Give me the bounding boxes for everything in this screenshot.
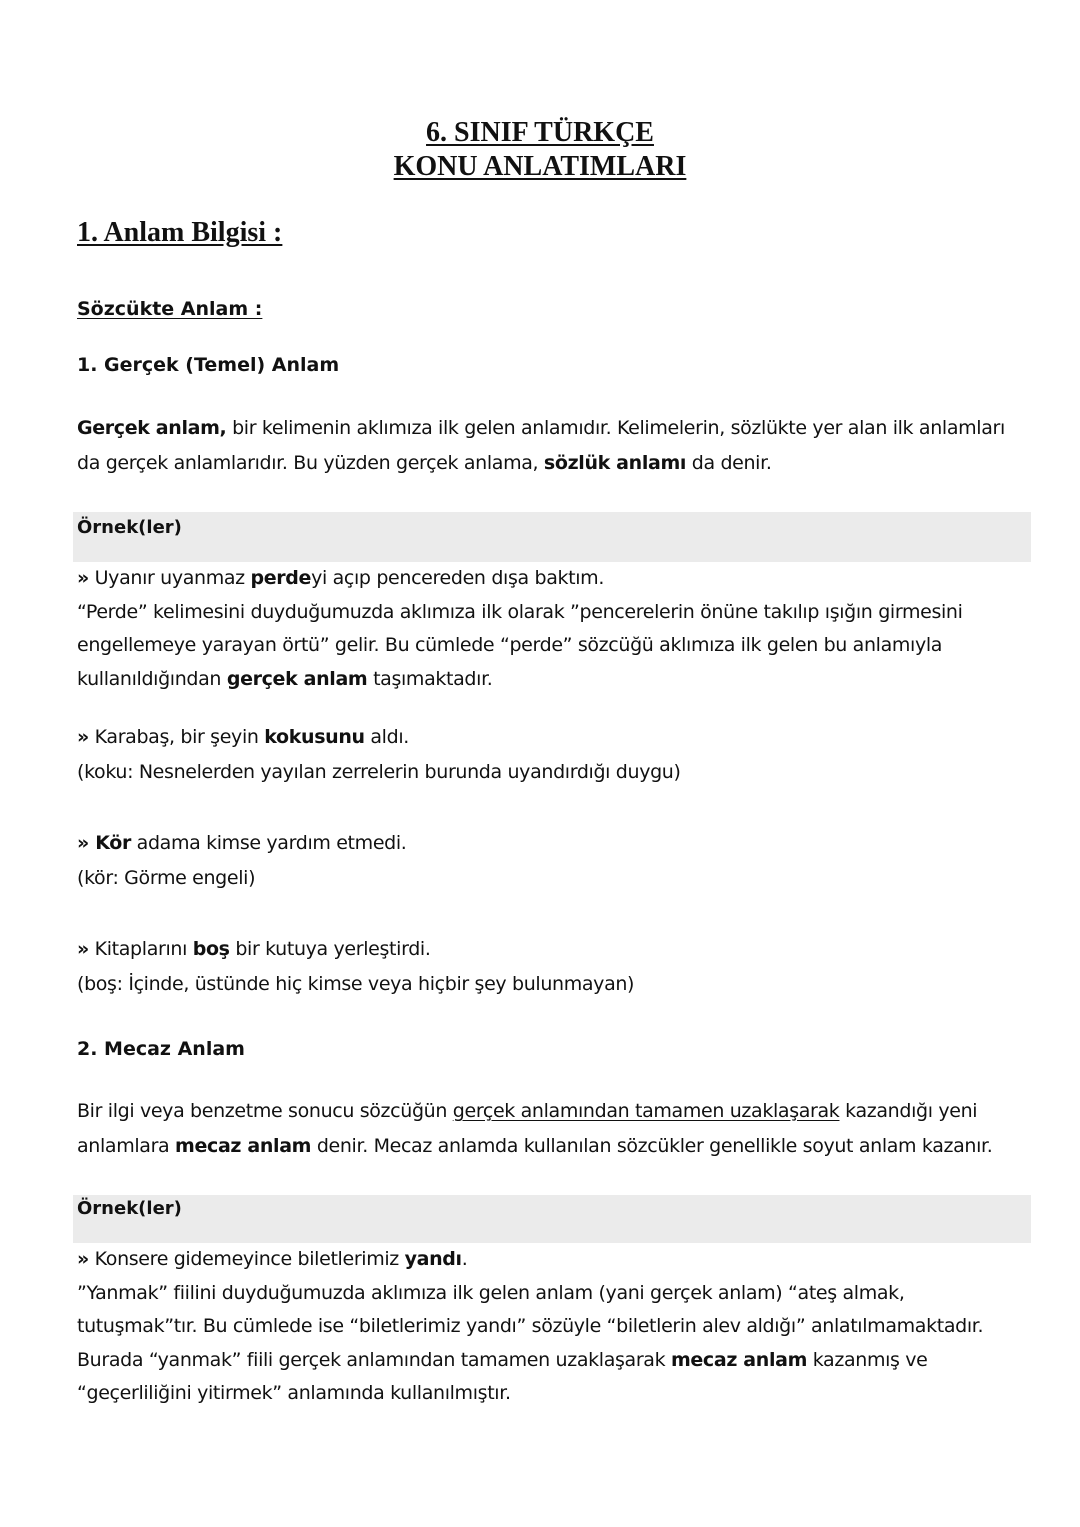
- example-koku: » Karabaş, bir şeyin kokusunu aldı. (koku: Nesnelerden yayılan zerrelerin burunda uyandırdığı duygu): [77, 726, 681, 783]
- term-gercek-anlam: Gerçek anlam,: [77, 417, 227, 439]
- section-heading-anlam-bilgisi: 1. Anlam Bilgisi :: [77, 217, 283, 248]
- example-label: Örnek(ler): [77, 517, 182, 538]
- example-label: Örnek(ler): [77, 1198, 182, 1219]
- heading-gercek-anlam: 1. Gerçek (Temel) Anlam: [77, 354, 340, 376]
- mecaz-anlam-definition: Bir ilgi veya benzetme sonucu sözcüğün gerçek anlamından tamamen uzaklaşarak kazandığı yeni anlamlara mecaz anlam denir. Mecaz anlamda kullanılan sözcükler genellikle soyut anlam kazanır.: [77, 1100, 993, 1157]
- example-perde: » Uyanır uyanmaz perdeyi açıp pencereden dışa baktım. “Perde” kelimesini duyduğumuzda aklımıza ilk olarak ”pencerelerin önüne takılıp ışığın girmesini engellemeye yarayan örtü” gelir. Bu cümlede “perde” sözcüğü aklımıza ilk gelen bu anlamıyla kullanıldığından gerçek anlam taşımaktadır.: [77, 567, 963, 690]
- term-mecaz-anlam: mecaz anlam: [175, 1134, 312, 1157]
- example-kor: » Kör adama kimse yardım etmedi. (kör: Görme engeli): [77, 832, 407, 889]
- heading-mecaz-anlam: 2. Mecaz Anlam: [77, 1038, 245, 1060]
- title-line-2: KONU ANLATIMLARI: [393, 151, 687, 182]
- example-header-gercek: [73, 512, 1031, 562]
- gercek-anlam-definition: Gerçek anlam, bir kelimenin aklımıza ilk gelen anlamıdır. Kelimelerin, sözlükte yer alan ilk anlamları da gerçek anlamlarıdır. Bu yüzden gerçek anlama, sözlük anlamı da denir.: [77, 417, 1005, 474]
- subheading-sozcukte-anlam: Sözcükte Anlam :: [77, 298, 263, 320]
- term-sozluk-anlami: sözlük anlamı: [543, 451, 687, 474]
- document-title: [0, 116, 1080, 184]
- example-yandi: » Konsere gidemeyince biletlerimiz yandı. ”Yanmak” fiilini duyduğumuzda aklımıza ilk gelen anlam (yani gerçek anlam) “ateş almak, tutuşmak”tır. Bu cümlede ise “biletlerimiz yandı” sözüyle “biletlerin alev aldığı” anlatılmamaktadır. Burada “yanmak” fiili gerçek anlamından tamamen uzaklaşarak mecaz anlam kazanmış ve “geçerliliğini yitirmek” anlamında kullanılmıştır.: [77, 1248, 984, 1404]
- title-line-1: 6. SINIF TÜRKÇE: [426, 117, 654, 148]
- example-header-mecaz: [73, 1195, 1031, 1243]
- example-bos: » Kitaplarını boş bir kutuya yerleştirdi. (boş: İçinde, üstünde hiç kimse veya hiçbir şey bulunmayan): [77, 938, 635, 995]
